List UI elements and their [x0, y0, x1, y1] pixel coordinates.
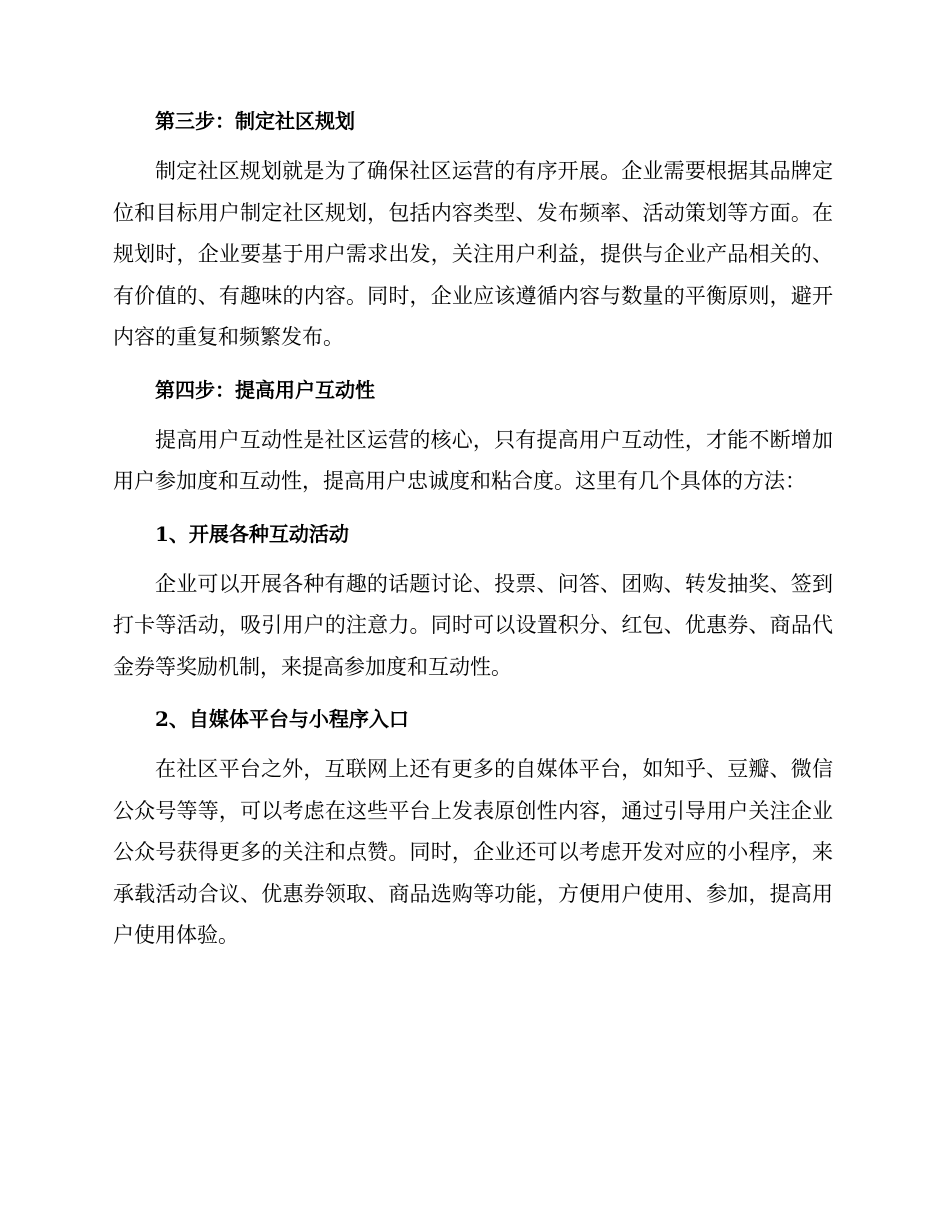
section-paragraph-method-two: 在社区平台之外，互联网上还有更多的自媒体平台，如知乎、豆瓣、微信公众号等等，可以考虑在这些平台上发表原创性内容，通过引导用户关注企业公众号获得更多的关注和点赞。同时，企业还可以考虑开发对应的小程序，来承载活动合议、优惠券领取、商品选购等功能，方便用户使用、参加，提高用户使用体验。 [113, 757, 833, 947]
document-page [113, 105, 833, 957]
section-paragraph-method-one: 企业可以开展各种有趣的话题讨论、投票、问答、团购、转发抽奖、签到打卡等活动，吸引用户的注意力。同时可以设置积分、红包、优惠券、商品代金券等奖励机制，来提高参加度和互动性。 [113, 571, 833, 679]
section-heading-method-two: 2、自媒体平台与小程序入口 [155, 707, 409, 731]
section-heading-step-four: 第四步：提高用户互动性 [155, 377, 375, 402]
section-heading-method-one: 1、开展各种互动活动 [155, 521, 349, 546]
section-paragraph-step-three: 制定社区规划就是为了确保社区运营的有序开展。企业需要根据其品牌定位和目标用户制定社区规划，包括内容类型、发布频率、活动策划等方面。在规划时，企业要基于用户需求出发，关注用户利益，提供与企业产品相关的、有价值的、有趣味的内容。同时，企业应该遵循内容与数量的平衡原则，避开内容的重复和频繁发布。 [113, 159, 833, 349]
section-heading-step-three: 第三步：制定社区规划 [155, 109, 355, 133]
section-paragraph-step-four: 提高用户互动性是社区运营的核心，只有提高用户互动性，才能不断增加用户参加度和互动性，提高用户忠诚度和粘合度。这里有几个具体的方法： [113, 427, 833, 493]
